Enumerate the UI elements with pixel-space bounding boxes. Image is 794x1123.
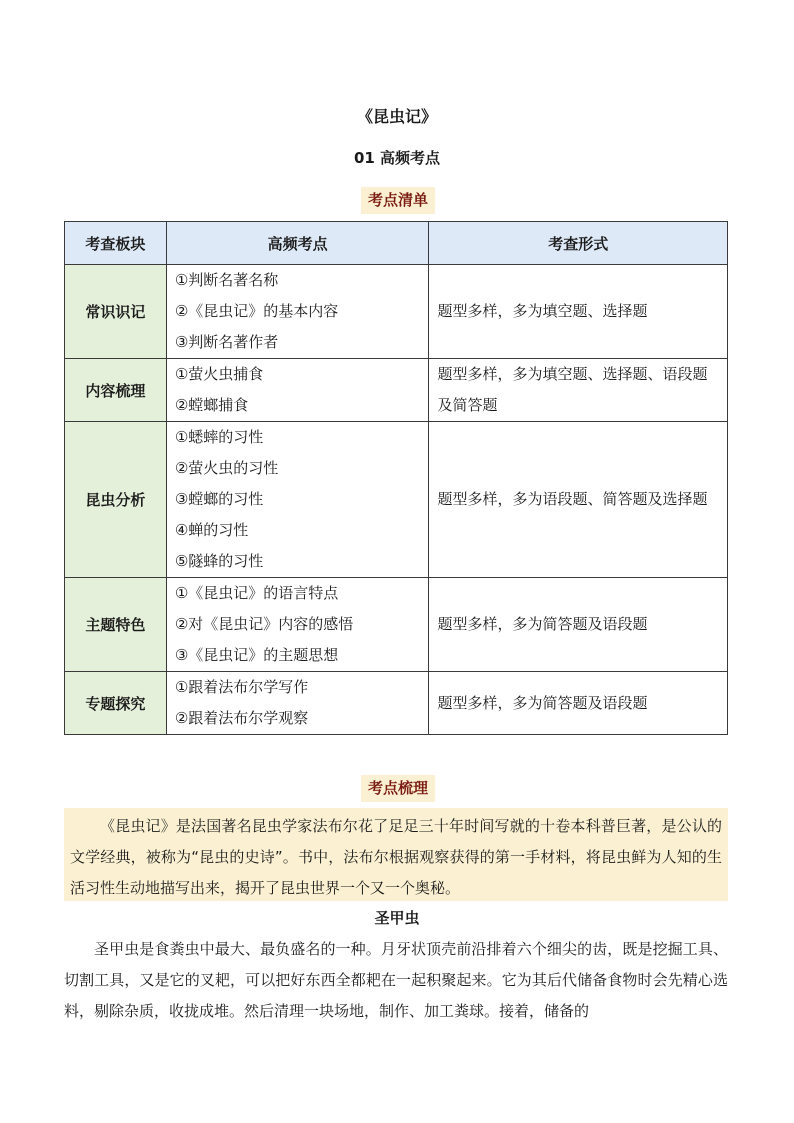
row-form xyxy=(429,422,728,578)
point-item: ②跟着法布尔学观察 xyxy=(174,709,309,727)
tag-key-points-list: 考点清单 xyxy=(361,187,435,214)
point-item: ①萤火虫捕食 xyxy=(174,365,264,383)
row-points xyxy=(166,672,429,735)
row-category: 内容梳理 xyxy=(65,359,167,422)
row-category: 专题探究 xyxy=(65,672,167,735)
point-item: ①跟着法布尔学写作 xyxy=(174,678,309,696)
point-item: ①判断名著名称 xyxy=(174,271,279,289)
header-category: 考查板块 xyxy=(65,222,167,265)
row-category: 常识识记 xyxy=(65,265,167,359)
point-item: ③《昆虫记》的主题思想 xyxy=(174,646,339,664)
point-item: ④蝉的习性 xyxy=(174,521,249,539)
row-points xyxy=(166,359,429,422)
header-points: 高频考点 xyxy=(166,222,429,265)
form-text: 题型多样，多为语段题、简答题及选择题 xyxy=(437,490,708,508)
point-item: ③螳螂的习性 xyxy=(174,490,264,508)
row-points xyxy=(166,578,429,672)
table-row xyxy=(65,578,728,672)
point-item: ②《昆虫记》的基本内容 xyxy=(174,302,339,320)
point-item: ⑤隧蜂的习性 xyxy=(174,552,264,570)
form-text: 题型多样，多为填空题、选择题、语段题及简答题 xyxy=(437,365,708,414)
row-form xyxy=(429,672,728,735)
form-text: 题型多样，多为填空题、选择题 xyxy=(437,302,648,320)
section-title-scarab: 圣甲虫 xyxy=(374,909,420,927)
row-category: 主题特色 xyxy=(65,578,167,672)
section-body-paragraph: 圣甲虫是食粪虫中最大、最负盛名的一种。月牙状顶壳前沿排着六个细尖的齿，既是挖掘工具、切割工具，又是它的叉耙，可以把好东西全都耙在一起积聚起来。它为其后代储备食物时会先精心选料，剔除杂质，收拢成堆。然后清理一块场地，制作、加工粪球。接着，储备的 xyxy=(64,940,728,1020)
page-title: 《昆虫记》 xyxy=(356,107,437,126)
point-item: ①《昆虫记》的语言特点 xyxy=(174,584,339,602)
row-form xyxy=(429,359,728,422)
point-item: ②对《昆虫记》内容的感悟 xyxy=(174,615,354,633)
table-row xyxy=(65,359,728,422)
header-form: 考查形式 xyxy=(429,222,728,265)
row-form xyxy=(429,265,728,359)
form-text: 题型多样，多为简答题及语段题 xyxy=(437,615,648,633)
point-item: ②萤火虫的习性 xyxy=(174,459,279,477)
form-text: 题型多样，多为简答题及语段题 xyxy=(437,693,648,712)
table-row xyxy=(65,422,728,578)
row-category: 昆虫分析 xyxy=(65,422,167,578)
section-heading: 01 高频考点 xyxy=(353,149,441,167)
point-item: ③判断名著作者 xyxy=(174,333,279,351)
row-points xyxy=(166,265,429,359)
tag-key-points-review: 考点梳理 xyxy=(361,775,435,802)
intro-paragraph: 《昆虫记》是法国著名昆虫学家法布尔花了足足三十年时间写就的十卷本科普巨著，是公认的文学经典，被称为“昆虫的史诗”。书中，法布尔根据观察获得的第一手材料，将昆虫鲜为人知的生活习性生动地描写出来，揭开了昆虫世界一个又一个奥秘。 xyxy=(64,808,728,901)
point-item: ①蟋蟀的习性 xyxy=(174,428,264,446)
point-item: ②螳螂捕食 xyxy=(174,396,249,414)
table-header-row xyxy=(65,222,728,265)
table-row xyxy=(65,265,728,359)
key-points-table xyxy=(64,221,728,735)
table-row xyxy=(65,672,728,735)
row-form xyxy=(429,578,728,672)
row-points xyxy=(166,422,429,578)
